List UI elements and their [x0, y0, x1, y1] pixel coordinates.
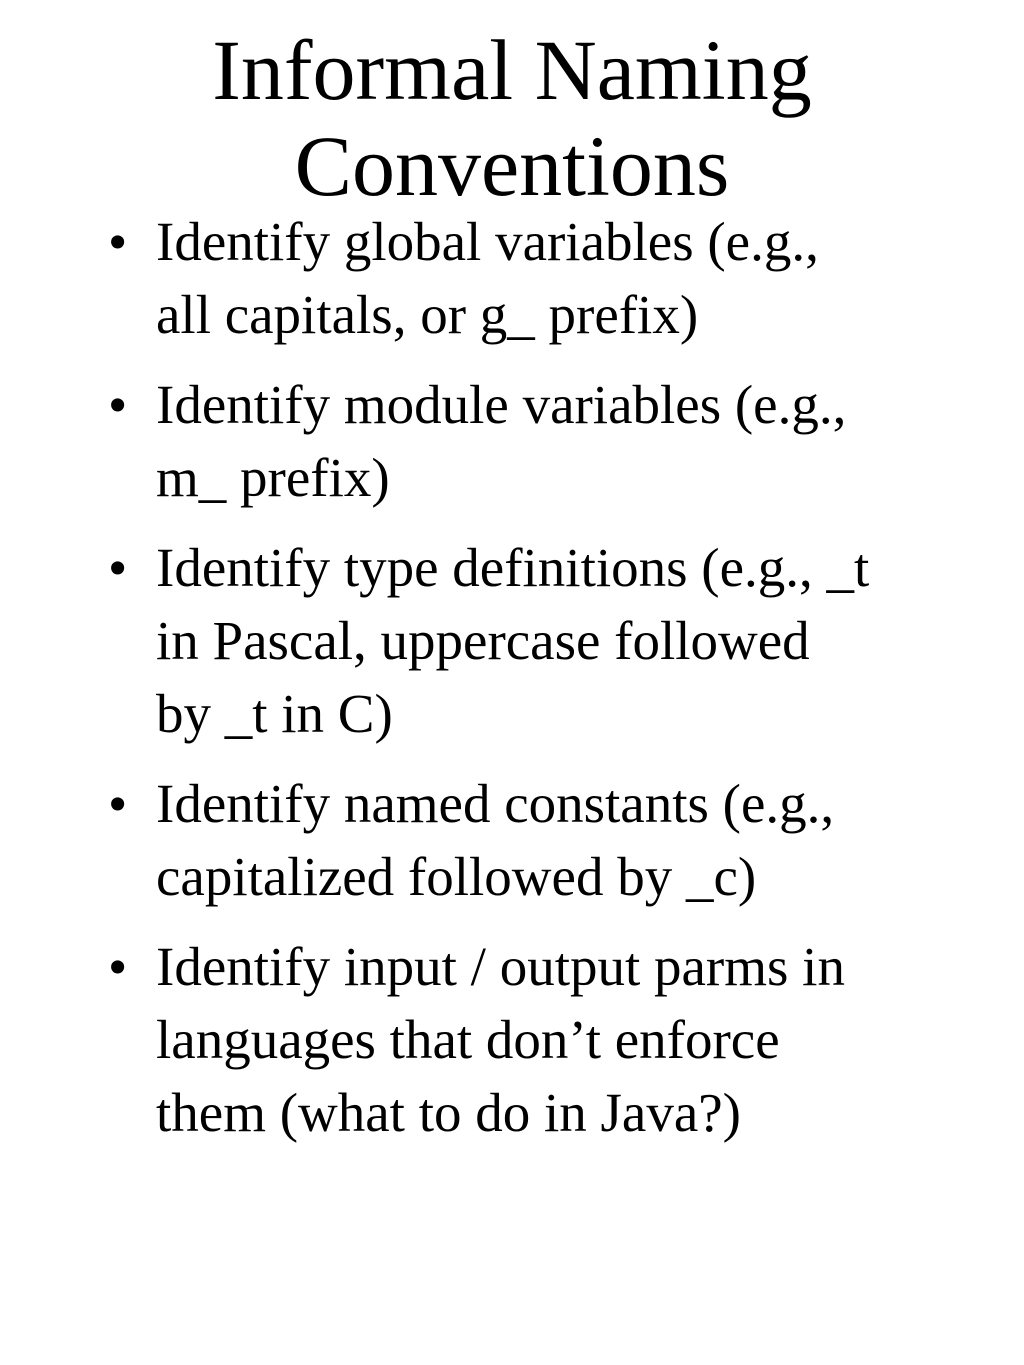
bullet-line: Identify module variables (e.g., — [156, 374, 847, 435]
bullet-item — [104, 531, 964, 750]
bullet-line: languages that don’t enforce — [156, 1009, 780, 1070]
bullet-icon: • — [108, 936, 128, 997]
bullet-text — [156, 767, 964, 913]
bullet-text — [156, 368, 964, 514]
bullet-line: Identify named constants (e.g., — [156, 773, 835, 834]
bullet-line: Identify type definitions (e.g., _t — [156, 537, 870, 598]
bullet-line: by _t in C) — [156, 683, 393, 744]
bullet-text — [156, 205, 964, 351]
title-line: Conventions — [294, 118, 730, 214]
bullet-line: capitalized followed by _c) — [156, 846, 757, 907]
bullet-text — [156, 531, 964, 750]
bullet-item — [104, 767, 964, 913]
bullet-item — [104, 205, 964, 351]
slide-title — [0, 22, 1024, 214]
bullet-item — [104, 368, 964, 514]
bullet-line: all capitals, or g_ prefix) — [156, 284, 699, 345]
bullet-line: Identify global variables (e.g., — [156, 211, 819, 272]
bullet-list — [104, 205, 964, 1166]
bullet-icon: • — [108, 374, 128, 435]
bullet-icon: • — [108, 211, 128, 272]
bullet-icon: • — [108, 537, 128, 598]
bullet-line: m_ prefix) — [156, 447, 390, 508]
bullet-text — [156, 930, 964, 1149]
bullet-line: Identify input / output parms in — [156, 936, 845, 997]
title-line: Informal Naming — [212, 22, 812, 118]
bullet-line: in Pascal, uppercase followed — [156, 610, 810, 671]
bullet-icon: • — [108, 773, 128, 834]
bullet-line: them (what to do in Java?) — [156, 1082, 741, 1143]
bullet-item — [104, 930, 964, 1149]
